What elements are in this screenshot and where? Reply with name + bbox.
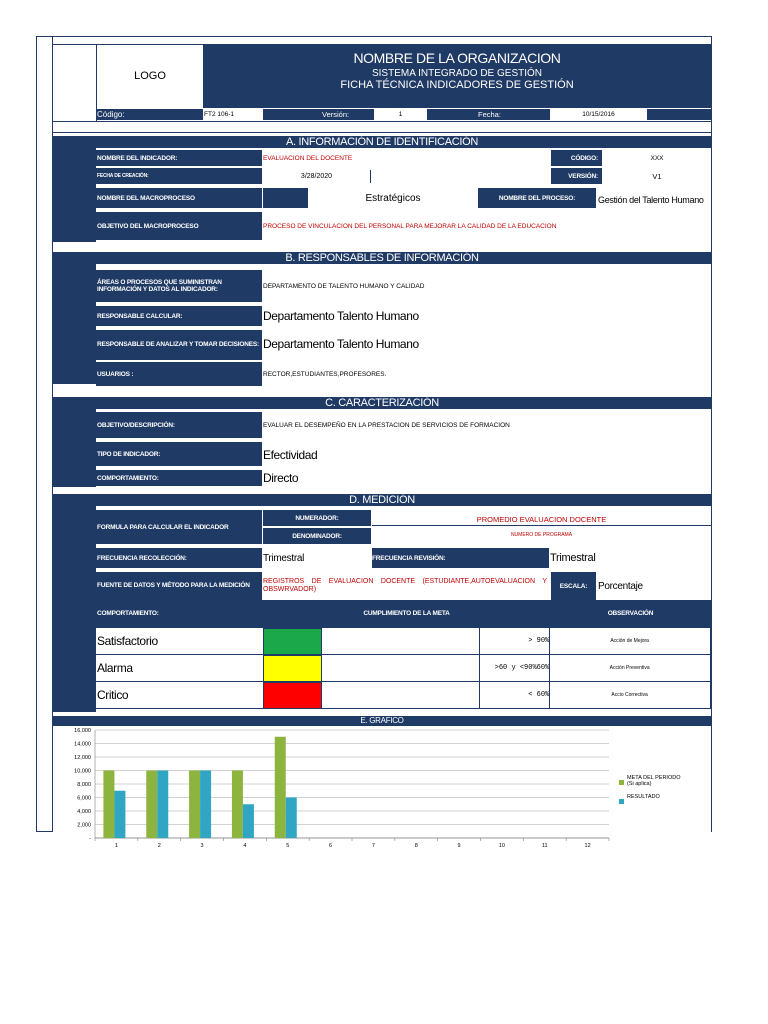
x-tick-label: 1 (114, 843, 118, 849)
logo-text: LOGO (134, 70, 166, 82)
version-indicador-label: VERSIÓN: (551, 168, 602, 184)
meta-swatch-red (263, 682, 322, 709)
numerador-value: PROMEDIO EVALUACION DOCENTE (372, 513, 711, 526)
meta-obs: Accio Correctiva (611, 692, 648, 698)
areas-label: ÁREAS O PROCESOS QUE SUMINISTRAN INFORMACIÓN Y DATOS AL INDICADOR: (96, 270, 262, 302)
y-tick-label: 8,000 (77, 782, 91, 788)
meta-row-satisfactorio (96, 628, 711, 655)
bar-meta (232, 771, 243, 839)
resp-calcular-value: Departamento Talento Humano (263, 309, 419, 323)
macroproceso-spacer (263, 188, 308, 208)
meta-swatch-yellow (263, 655, 322, 682)
section-a-title: A. INFORMACIÓN DE IDENTIFICACIÓN (53, 136, 711, 148)
fecha-creacion-label (96, 168, 262, 184)
org-title-block (203, 44, 711, 108)
cumplimiento-header: CUMPLIMIENTO DE LA META (363, 609, 450, 617)
bar-resultado (157, 771, 168, 839)
fecha-label: Fecha: (478, 110, 501, 119)
fuente-value (263, 572, 550, 600)
frec-recoleccion-value: Trimestral (263, 552, 305, 564)
section-b-title: B. RESPONSABLES DE INFORMACIÓN (53, 252, 711, 264)
section-d-title: D. MEDICIÓN (53, 494, 711, 506)
x-tick-label: 3 (200, 843, 204, 849)
nombre-indicador-label: NOMBRE DEL INDICADOR: (96, 150, 262, 166)
fuente-label: FUENTE DE DATOS Y MÉTODO PARA LA MEDICIÓN (96, 572, 262, 600)
legend-swatch (619, 799, 624, 804)
meta-name: Satisfactorio (97, 634, 158, 648)
codigo-value: FT2 106-1 (203, 109, 263, 120)
fecha-creacion-text: FECHA DE CREACIÓN: (97, 173, 149, 179)
tipo-label: TIPO DE INDICADOR: (96, 442, 262, 466)
x-tick-label: 10 (498, 843, 505, 849)
objetivo-label: OBJETIVO/DESCRIPCIÓN: (96, 412, 262, 438)
section-c-gutter (53, 409, 96, 487)
rule (53, 121, 711, 122)
fecha-value: 10/15/2016 (550, 109, 648, 120)
fecha-creacion-value: 3/28/2020 (263, 170, 371, 183)
legend-swatch (619, 780, 624, 785)
meta-value: >60 y <90%60% (494, 664, 550, 672)
codigo-indicador-label: CÓDIGO: (551, 150, 602, 166)
meta-row-critico (96, 682, 711, 709)
frec-revision-value: Trimestral (550, 552, 596, 564)
y-tick-label: 10,000 (74, 768, 91, 775)
proceso-value: Gestión del Talento Humano (598, 195, 704, 205)
comportamiento-value: Directo (263, 471, 299, 485)
codigo-label: Código: (97, 110, 125, 119)
fuente-text: REGISTROS DE EVALUACION DOCENTE (ESTUDIANTE,AUTOEVALUACION Y OBSWRVADOR) (263, 577, 547, 593)
formula-label: FORMULA PARA CALCULAR EL INDICADOR (96, 510, 262, 544)
frec-recoleccion-label: FRECUENCIA RECOLECCIÓN: (96, 548, 262, 568)
y-tick-label: 16,000 (74, 728, 91, 734)
chart-container (53, 726, 711, 860)
comportamiento-label: COMPORTAMIENTO: (96, 470, 262, 486)
objetivo-value: EVALUAR EL DESEMPEÑO EN LA PRESTACION DE SERVICIOS DE FORMACION (263, 421, 510, 429)
sheet-title: FICHA TÉCNICA INDICADORES DE GESTIÓN (340, 79, 574, 91)
meta-swatch-green (263, 628, 322, 655)
meta-obs: Acción de Mejora (610, 638, 649, 644)
x-tick-label: 12 (584, 843, 591, 849)
macroproceso-value: Estratégicos (365, 192, 421, 204)
section-b-gutter (53, 264, 96, 384)
codigo-indicador-value: XXX (650, 154, 664, 162)
y-tick-label: 12,000 (74, 755, 91, 761)
rule (53, 132, 711, 133)
bar-resultado (114, 791, 125, 838)
tipo-value: Efectividad (263, 448, 318, 462)
y-tick-label: 6,000 (77, 795, 91, 802)
section-a-gutter (53, 148, 96, 242)
proceso-label: NOMBRE DEL PROCESO: (478, 188, 596, 208)
y-tick-label: 2,000 (77, 822, 91, 829)
nombre-indicador-value: EVALUACION DEL DOCENTE (263, 154, 353, 162)
version-value: 1 (374, 109, 427, 120)
frec-revision-label: FRECUENCIA REVISIÓN: (372, 548, 549, 568)
usuarios-label: USUARIOS : (96, 362, 262, 386)
rule (479, 628, 480, 709)
legend-label: META DEL PERIODO (627, 775, 681, 781)
numerador-label: NUMERADOR: (263, 510, 371, 526)
org-name: NOMBRE DE LA ORGANIZACION (353, 50, 561, 66)
logo-box (96, 44, 203, 108)
resp-analizar-label: RESPONSABLE DE ANALIZAR Y TOMAR DECISIONES: (96, 330, 262, 360)
escala-value: Porcentaje (598, 580, 643, 592)
y-tick-label: 14,000 (74, 741, 91, 748)
bar-resultado (243, 804, 254, 838)
x-tick-label: 6 (329, 843, 333, 849)
usuarios-value: RECTOR,ESTUDIANTES,PROFESORES. (263, 370, 387, 378)
macroproceso-label: NOMBRE DEL MACROPROCESO (96, 188, 262, 208)
x-tick-label: 2 (157, 843, 161, 849)
bar-resultado (200, 771, 211, 839)
y-tick-label: 4,000 (77, 809, 91, 815)
rule (549, 628, 550, 709)
denominador-label: DENOMINADOR: (263, 528, 371, 544)
objetivo-macro-value: PROCESO DE VINCULACION DEL PERSONAL PARA MEJORAR LA CALIDAD DE LA EDUCACION (263, 222, 557, 230)
meta-row-alarma (96, 655, 711, 682)
comp-header: COMPORTAMIENTO: (97, 609, 159, 617)
bar-meta (103, 771, 114, 839)
version-indicador-value: V1 (652, 171, 662, 181)
bar-chart (53, 726, 711, 860)
escala-label: ESCALA: (551, 572, 596, 600)
bar-meta (275, 737, 286, 838)
legend-label-cont: (Si aplica) (627, 781, 652, 787)
bar-meta (146, 771, 157, 839)
x-tick-label: 11 (541, 843, 548, 849)
denominador-value: NUMERO DE PROGRAMA (510, 532, 573, 538)
areas-value: DEPARTAMENTO DE TALENTO HUMANO Y CALIDAD (263, 282, 425, 290)
y-tick-label: - (89, 836, 91, 842)
meta-value: > 90% (528, 637, 550, 645)
observacion-header: OBSERVACIÓN (607, 609, 654, 617)
resp-analizar-value: Departamento Talento Humano (263, 337, 419, 351)
meta-name: Critico (97, 688, 129, 702)
section-e-title: E. GRAFICO (53, 716, 711, 726)
objetivo-macro-label: OBJETIVO DEL MACROPROCESO (96, 212, 262, 240)
legend-label: RESULTADO (627, 794, 660, 800)
section-d-gutter (53, 506, 96, 712)
x-tick-label: 8 (414, 843, 418, 849)
meta-name: Alarma (97, 661, 133, 675)
bar-resultado (286, 798, 297, 839)
x-tick-label: 9 (457, 843, 461, 849)
system-name: SISTEMA INTEGRADO DE GESTIÓN (371, 68, 543, 79)
version-label: Versión: (322, 110, 350, 119)
meta-obs: Acción Preventiva (609, 665, 650, 671)
meta-value: < 60% (528, 691, 550, 699)
x-tick-label: 4 (243, 843, 247, 849)
bar-meta (189, 771, 200, 839)
rule (53, 44, 711, 45)
section-c-title: C. CARACTERIZACIÓN (53, 397, 711, 409)
resp-calcular-label: RESPONSABLE CALCULAR: (96, 306, 262, 326)
x-tick-label: 5 (286, 843, 290, 849)
x-tick-label: 7 (371, 843, 375, 849)
